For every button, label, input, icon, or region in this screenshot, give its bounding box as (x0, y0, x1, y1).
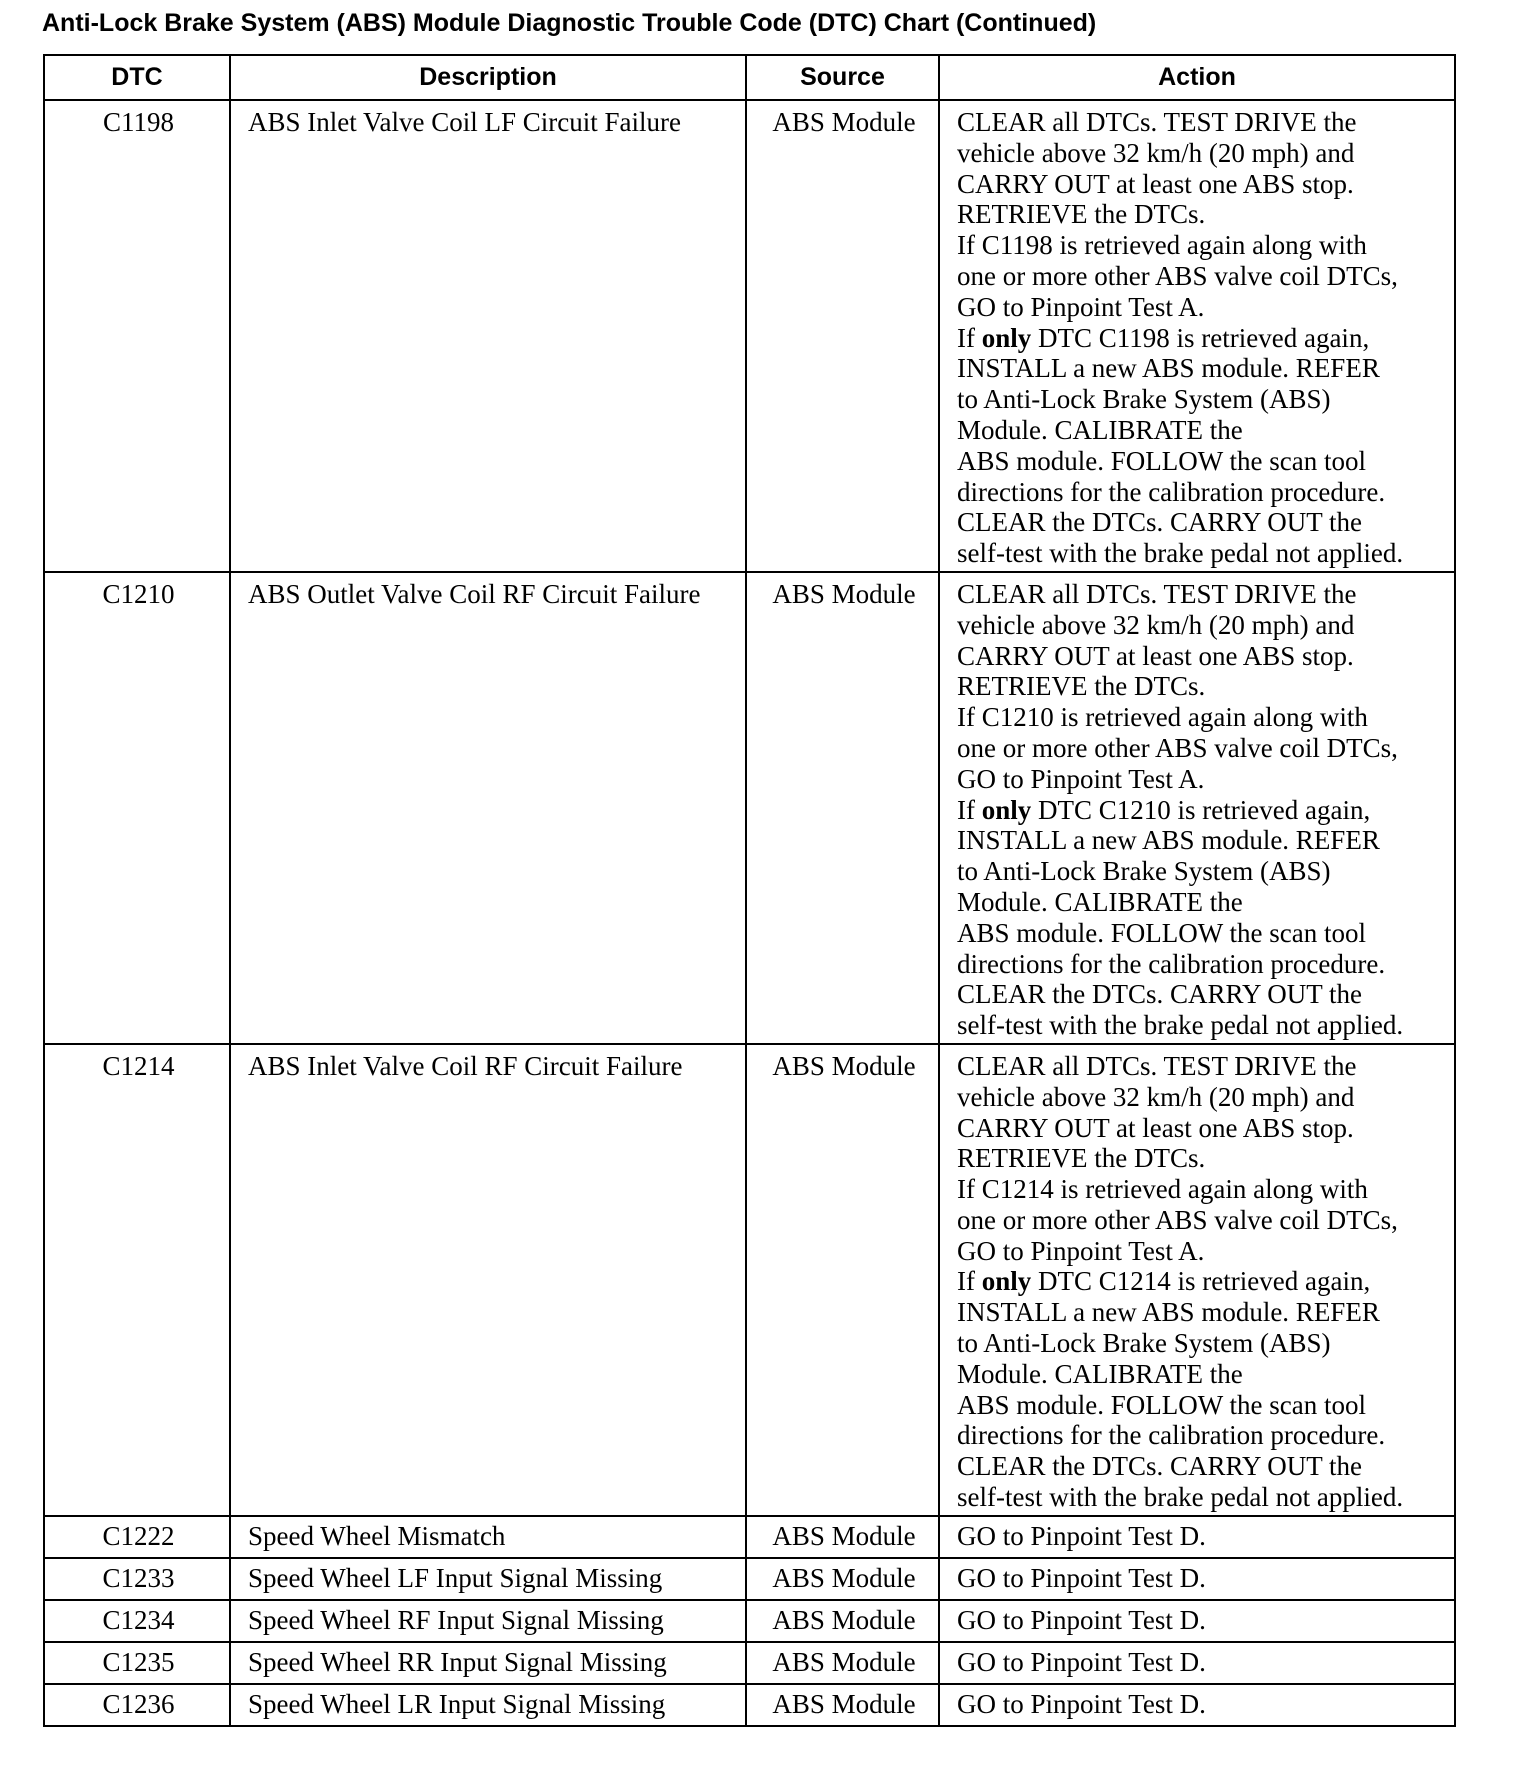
action-line: RETRIEVE the DTCs. (957, 671, 1206, 702)
dtc-source: ABS Module (746, 100, 939, 572)
action-line: to Anti-Lock Brake System (ABS) (957, 384, 1331, 415)
action-line (957, 1266, 1440, 1297)
dtc-source: ABS Module (746, 1516, 939, 1558)
table-row (44, 1044, 1455, 1516)
dtc-code: C1236 (44, 1684, 230, 1726)
dtc-code: C1214 (44, 1044, 230, 1516)
emphasis-only: only (981, 1266, 1032, 1297)
action-line: GO to Pinpoint Test A. (957, 291, 1205, 322)
dtc-description: Speed Wheel LR Input Signal Missing (230, 1684, 746, 1726)
action-line: ABS module. FOLLOW the scan tool (957, 917, 1366, 948)
action-line: ABS module. FOLLOW the scan tool (957, 1389, 1366, 1420)
action-line: directions for the calibration procedure. (957, 1420, 1386, 1451)
dtc-action: GO to Pinpoint Test D. (939, 1642, 1455, 1684)
dtc-chart-table (43, 54, 1456, 1727)
table-row (44, 1600, 1455, 1642)
action-text: If (957, 322, 975, 353)
action-line: GO to Pinpoint Test A. (957, 1235, 1205, 1266)
dtc-code: C1210 (44, 572, 230, 1044)
column-header-source: Source (746, 55, 939, 100)
dtc-description: Speed Wheel Mismatch (230, 1516, 746, 1558)
action-line: CLEAR the DTCs. CARRY OUT the (957, 979, 1363, 1010)
action-line: one or more other ABS valve coil DTCs, (957, 1204, 1398, 1235)
action-line: self-test with the brake pedal not applied. (957, 1010, 1404, 1041)
action-line: Module. CALIBRATE the (957, 1358, 1243, 1389)
table-row (44, 1558, 1455, 1600)
emphasis-only: only (981, 794, 1032, 825)
action-line: to Anti-Lock Brake System (ABS) (957, 856, 1331, 887)
dtc-description: Speed Wheel RR Input Signal Missing (230, 1642, 746, 1684)
dtc-description: Speed Wheel RF Input Signal Missing (230, 1600, 746, 1642)
action-line: CLEAR all DTCs. TEST DRIVE the (957, 1050, 1357, 1081)
dtc-action: GO to Pinpoint Test D. (939, 1558, 1455, 1600)
action-line: to Anti-Lock Brake System (ABS) (957, 1328, 1331, 1359)
action-line: If C1198 is retrieved again along with (957, 230, 1367, 261)
action-line: Module. CALIBRATE the (957, 886, 1243, 917)
action-text: DTC C1214 is retrieved again, (1038, 1266, 1371, 1297)
table-row (44, 1516, 1455, 1558)
dtc-action (939, 100, 1455, 572)
column-header-dtc: DTC (44, 55, 230, 100)
action-line: one or more other ABS valve coil DTCs, (957, 260, 1398, 291)
dtc-description: ABS Inlet Valve Coil LF Circuit Failure (230, 100, 746, 572)
dtc-source: ABS Module (746, 1558, 939, 1600)
action-line: INSTALL a new ABS module. REFER (957, 825, 1380, 856)
action-line: self-test with the brake pedal not applied. (957, 538, 1404, 569)
action-line (957, 795, 1440, 826)
action-text: If (957, 794, 975, 825)
emphasis-only: only (981, 322, 1032, 353)
dtc-code: C1233 (44, 1558, 230, 1600)
action-line: directions for the calibration procedure. (957, 948, 1386, 979)
table-row (44, 100, 1455, 572)
table-row (44, 1684, 1455, 1726)
action-line: CARRY OUT at least one ABS stop. (957, 1112, 1354, 1143)
dtc-source: ABS Module (746, 1600, 939, 1642)
action-text: If (957, 1266, 975, 1297)
action-line: INSTALL a new ABS module. REFER (957, 1297, 1380, 1328)
table-row (44, 1642, 1455, 1684)
action-line: CLEAR all DTCs. TEST DRIVE the (957, 578, 1357, 609)
column-header-description: Description (230, 55, 746, 100)
action-line: CLEAR the DTCs. CARRY OUT the (957, 1451, 1363, 1482)
table-header-row (44, 55, 1455, 100)
dtc-description: ABS Inlet Valve Coil RF Circuit Failure (230, 1044, 746, 1516)
action-line: CLEAR the DTCs. CARRY OUT the (957, 507, 1363, 538)
dtc-code: C1222 (44, 1516, 230, 1558)
dtc-action (939, 1044, 1455, 1516)
dtc-code: C1198 (44, 100, 230, 572)
action-line: self-test with the brake pedal not applied. (957, 1482, 1404, 1513)
column-header-action: Action (939, 55, 1455, 100)
action-line: vehicle above 32 km/h (20 mph) and (957, 1081, 1355, 1112)
action-line: directions for the calibration procedure. (957, 476, 1386, 507)
dtc-action: GO to Pinpoint Test D. (939, 1600, 1455, 1642)
action-text: DTC C1210 is retrieved again, (1038, 794, 1371, 825)
dtc-description: Speed Wheel LF Input Signal Missing (230, 1558, 746, 1600)
action-line: ABS module. FOLLOW the scan tool (957, 445, 1366, 476)
dtc-source: ABS Module (746, 572, 939, 1044)
dtc-action: GO to Pinpoint Test D. (939, 1684, 1455, 1726)
dtc-source: ABS Module (746, 1044, 939, 1516)
dtc-description: ABS Outlet Valve Coil RF Circuit Failure (230, 572, 746, 1044)
action-line: GO to Pinpoint Test A. (957, 763, 1205, 794)
action-line: CLEAR all DTCs. TEST DRIVE the (957, 107, 1357, 137)
action-line: CARRY OUT at least one ABS stop. (957, 168, 1354, 199)
action-line: Module. CALIBRATE the (957, 414, 1243, 445)
action-line: INSTALL a new ABS module. REFER (957, 353, 1380, 384)
action-line: vehicle above 32 km/h (20 mph) and (957, 609, 1355, 640)
action-text: DTC C1198 is retrieved again, (1038, 322, 1370, 353)
dtc-action: GO to Pinpoint Test D. (939, 1516, 1455, 1558)
action-line: vehicle above 32 km/h (20 mph) and (957, 137, 1355, 168)
dtc-source: ABS Module (746, 1642, 939, 1684)
dtc-action (939, 572, 1455, 1044)
table-row (44, 572, 1455, 1044)
action-line: If C1210 is retrieved again along with (957, 702, 1368, 733)
page-title: Anti-Lock Brake System (ABS) Module Diagnostic Trouble Code (DTC) Chart (Continued) (42, 9, 1097, 37)
action-line: If C1214 is retrieved again along with (957, 1174, 1368, 1205)
action-line (957, 323, 1440, 354)
dtc-code: C1235 (44, 1642, 230, 1684)
action-line: RETRIEVE the DTCs. (957, 199, 1206, 230)
dtc-code: C1234 (44, 1600, 230, 1642)
action-line: one or more other ABS valve coil DTCs, (957, 732, 1398, 763)
action-line: CARRY OUT at least one ABS stop. (957, 640, 1354, 671)
dtc-source: ABS Module (746, 1684, 939, 1726)
action-line: RETRIEVE the DTCs. (957, 1143, 1206, 1174)
